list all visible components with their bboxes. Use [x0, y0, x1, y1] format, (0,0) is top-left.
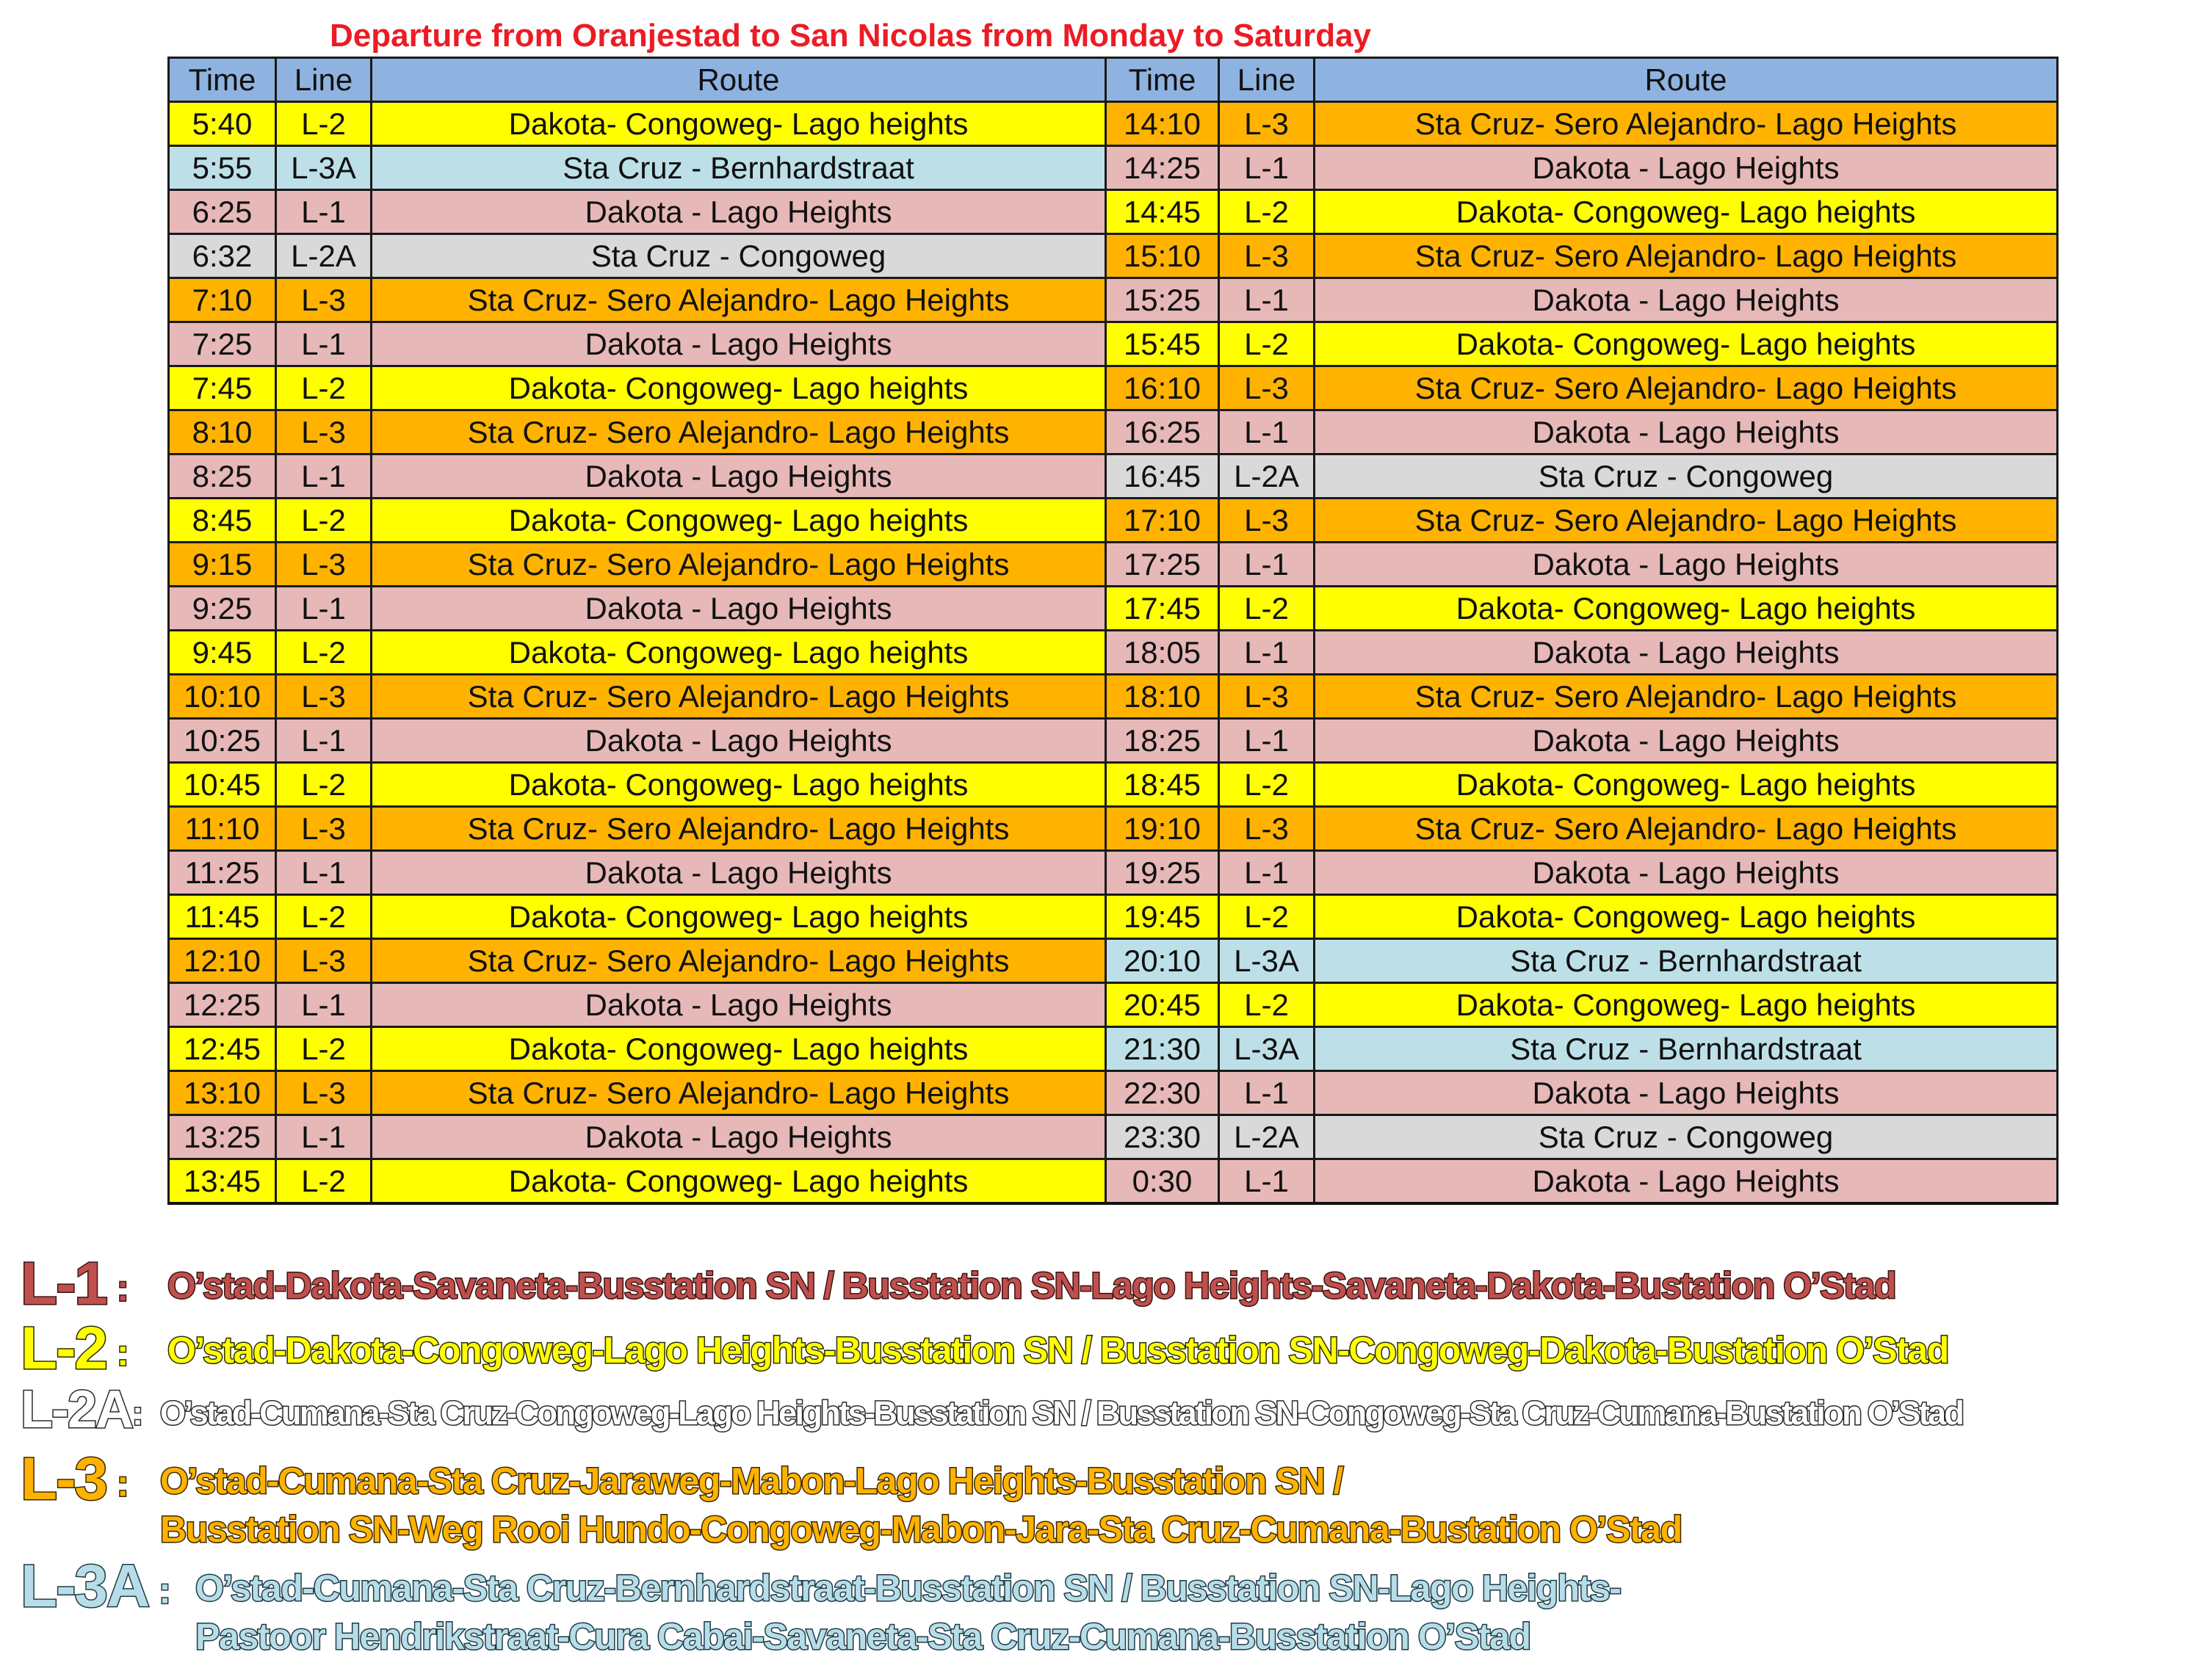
- right-route-cell: Sta Cruz- Sero Alejandro- Lago Heights: [1315, 366, 2058, 410]
- table-row: [169, 895, 2058, 939]
- right-time-cell: 15:45: [1106, 322, 1219, 366]
- right-time-cell: 16:10: [1106, 366, 1219, 410]
- left-time-cell: 10:45: [169, 763, 276, 807]
- table-row: [169, 939, 2058, 983]
- right-line-cell: L-2: [1219, 895, 1315, 939]
- left-route-cell: Dakota - Lago Heights: [372, 587, 1106, 631]
- table-row: [169, 190, 2058, 234]
- right-route-cell: Dakota - Lago Heights: [1315, 410, 2058, 454]
- right-time-cell: 19:25: [1106, 851, 1219, 895]
- right-time-cell: 19:10: [1106, 807, 1219, 851]
- right-time-cell: 23:30: [1106, 1115, 1219, 1159]
- left-line-cell: L-3: [276, 939, 372, 983]
- left-time-cell: 7:25: [169, 322, 276, 366]
- legend-route-text: O’stad-Cumana-Sta Cruz-Congoweg-Lago Heights-Busstation SN / Busstation SN-Congoweg-Sta Cruz-Cumana-Bustation O’Stad: [160, 1394, 1963, 1432]
- header-route-right: Route: [1315, 58, 2058, 102]
- right-route-cell: Dakota - Lago Heights: [1315, 278, 2058, 322]
- table-row: [169, 587, 2058, 631]
- table-row: [169, 983, 2058, 1027]
- left-line-cell: L-3: [276, 278, 372, 322]
- left-route-cell: Dakota- Congoweg- Lago heights: [372, 366, 1106, 410]
- right-line-cell: L-1: [1219, 1159, 1315, 1204]
- right-line-cell: L-2: [1219, 587, 1315, 631]
- table-row: [169, 543, 2058, 587]
- left-route-cell: Dakota- Congoweg- Lago heights: [372, 102, 1106, 146]
- table-row: [169, 322, 2058, 366]
- left-time-cell: 7:10: [169, 278, 276, 322]
- right-route-cell: Dakota - Lago Heights: [1315, 851, 2058, 895]
- right-line-cell: L-2A: [1219, 1115, 1315, 1159]
- legend-route-text: O’stad-Cumana-Sta Cruz-Jaraweg-Mabon-Lago Heights-Busstation SN /: [160, 1460, 1343, 1501]
- right-route-cell: Sta Cruz- Sero Alejandro- Lago Heights: [1315, 675, 2058, 719]
- legend-route-text: O’stad-Cumana-Sta Cruz-Bernhardstraat-Busstation SN / Busstation SN-Lago Heights-: [195, 1568, 1621, 1609]
- left-route-cell: Dakota- Congoweg- Lago heights: [372, 895, 1106, 939]
- left-time-cell: 8:25: [169, 454, 276, 499]
- right-time-cell: 22:30: [1106, 1071, 1219, 1115]
- right-line-cell: L-2: [1219, 983, 1315, 1027]
- left-time-cell: 9:45: [169, 631, 276, 675]
- left-line-cell: L-1: [276, 322, 372, 366]
- left-time-cell: 8:10: [169, 410, 276, 454]
- left-time-cell: 13:10: [169, 1071, 276, 1115]
- right-time-cell: 17:25: [1106, 543, 1219, 587]
- legend-code-l-2a: [21, 1380, 143, 1439]
- left-time-cell: 5:40: [169, 102, 276, 146]
- page-title: Departure from Oranjestad to San Nicolas from Monday to Saturday: [329, 18, 1372, 54]
- table-row: [169, 807, 2058, 851]
- left-line-cell: L-2A: [276, 234, 372, 278]
- schedule-body: [169, 102, 2058, 1204]
- right-time-cell: 18:05: [1106, 631, 1219, 675]
- right-time-cell: 14:25: [1106, 146, 1219, 190]
- right-time-cell: 18:10: [1106, 675, 1219, 719]
- left-route-cell: Dakota - Lago Heights: [372, 190, 1106, 234]
- right-time-cell: 19:45: [1106, 895, 1219, 939]
- left-time-cell: 12:10: [169, 939, 276, 983]
- left-line-cell: L-2: [276, 366, 372, 410]
- left-route-cell: Dakota- Congoweg- Lago heights: [372, 1159, 1106, 1204]
- left-line-cell: L-1: [276, 851, 372, 895]
- right-time-cell: 20:45: [1106, 983, 1219, 1027]
- left-line-cell: L-1: [276, 454, 372, 499]
- legend-code-label: L-3: [21, 1446, 106, 1512]
- left-route-cell: Dakota - Lago Heights: [372, 719, 1106, 763]
- left-line-cell: L-1: [276, 190, 372, 234]
- legend-code-l-3: [21, 1446, 129, 1512]
- right-time-cell: 0:30: [1106, 1159, 1219, 1204]
- legend-separator: :: [148, 1570, 171, 1612]
- right-line-cell: L-1: [1219, 719, 1315, 763]
- right-line-cell: L-1: [1219, 631, 1315, 675]
- left-line-cell: L-2: [276, 763, 372, 807]
- table-row: [169, 1027, 2058, 1071]
- left-route-cell: Sta Cruz- Sero Alejandro- Lago Heights: [372, 675, 1106, 719]
- left-line-cell: L-3: [276, 410, 372, 454]
- right-line-cell: L-2: [1219, 763, 1315, 807]
- right-line-cell: L-1: [1219, 410, 1315, 454]
- left-route-cell: Dakota- Congoweg- Lago heights: [372, 1027, 1106, 1071]
- left-line-cell: L-2: [276, 499, 372, 543]
- left-time-cell: 11:10: [169, 807, 276, 851]
- table-row: [169, 278, 2058, 322]
- left-line-cell: L-3A: [276, 146, 372, 190]
- table-row: [169, 366, 2058, 410]
- left-route-cell: Dakota - Lago Heights: [372, 454, 1106, 499]
- left-line-cell: L-1: [276, 983, 372, 1027]
- left-route-cell: Dakota - Lago Heights: [372, 1115, 1106, 1159]
- right-route-cell: Dakota - Lago Heights: [1315, 1159, 2058, 1204]
- table-row: [169, 499, 2058, 543]
- left-time-cell: 12:45: [169, 1027, 276, 1071]
- table-row: [169, 1071, 2058, 1115]
- left-line-cell: L-2: [276, 1159, 372, 1204]
- right-line-cell: L-3: [1219, 499, 1315, 543]
- left-time-cell: 10:10: [169, 675, 276, 719]
- header-line-left: Line: [276, 58, 372, 102]
- legend-separator: :: [132, 1394, 143, 1432]
- schedule-table: [167, 57, 2059, 1205]
- legend-code-l-3a: [21, 1553, 171, 1620]
- right-line-cell: L-2: [1219, 322, 1315, 366]
- right-route-cell: Sta Cruz - Bernhardstraat: [1315, 1027, 2058, 1071]
- left-line-cell: L-1: [276, 587, 372, 631]
- left-line-cell: L-2: [276, 102, 372, 146]
- left-line-cell: L-3: [276, 1071, 372, 1115]
- left-time-cell: 13:45: [169, 1159, 276, 1204]
- left-time-cell: 11:25: [169, 851, 276, 895]
- left-route-cell: Dakota - Lago Heights: [372, 851, 1106, 895]
- legend-route-text: Pastoor Hendrikstraat-Cura Cabai-Savaneta-Sta Cruz-Cumana-Busstation O’Stad: [195, 1616, 1530, 1657]
- left-time-cell: 5:55: [169, 146, 276, 190]
- legend-code-label: L-3A: [21, 1553, 149, 1620]
- right-time-cell: 15:10: [1106, 234, 1219, 278]
- right-time-cell: 18:45: [1106, 763, 1219, 807]
- left-route-cell: Sta Cruz- Sero Alejandro- Lago Heights: [372, 543, 1106, 587]
- right-line-cell: L-3: [1219, 675, 1315, 719]
- table-row: [169, 146, 2058, 190]
- left-route-cell: Sta Cruz- Sero Alejandro- Lago Heights: [372, 939, 1106, 983]
- left-time-cell: 10:25: [169, 719, 276, 763]
- right-time-cell: 14:45: [1106, 190, 1219, 234]
- right-route-cell: Sta Cruz- Sero Alejandro- Lago Heights: [1315, 102, 2058, 146]
- legend-code-label: L-1: [21, 1250, 106, 1317]
- left-time-cell: 13:25: [169, 1115, 276, 1159]
- left-time-cell: 7:45: [169, 366, 276, 410]
- left-route-cell: Sta Cruz - Congoweg: [372, 234, 1106, 278]
- left-line-cell: L-1: [276, 719, 372, 763]
- left-route-cell: Sta Cruz- Sero Alejandro- Lago Heights: [372, 807, 1106, 851]
- right-line-cell: L-1: [1219, 1071, 1315, 1115]
- table-row: [169, 234, 2058, 278]
- left-time-cell: 6:25: [169, 190, 276, 234]
- right-route-cell: Dakota - Lago Heights: [1315, 631, 2058, 675]
- table-row: [169, 454, 2058, 499]
- header-row: [169, 58, 2058, 102]
- left-line-cell: L-3: [276, 675, 372, 719]
- right-line-cell: L-1: [1219, 543, 1315, 587]
- left-line-cell: L-2: [276, 1027, 372, 1071]
- legend-separator: :: [106, 1463, 129, 1504]
- right-time-cell: 15:25: [1106, 278, 1219, 322]
- left-line-cell: L-2: [276, 631, 372, 675]
- header-route-left: Route: [372, 58, 1106, 102]
- table-row: [169, 675, 2058, 719]
- right-route-cell: Dakota - Lago Heights: [1315, 719, 2058, 763]
- left-time-cell: 9:15: [169, 543, 276, 587]
- right-route-cell: Sta Cruz- Sero Alejandro- Lago Heights: [1315, 807, 2058, 851]
- right-time-cell: 17:10: [1106, 499, 1219, 543]
- table-row: [169, 410, 2058, 454]
- right-route-cell: Dakota- Congoweg- Lago heights: [1315, 322, 2058, 366]
- right-line-cell: L-3: [1219, 102, 1315, 146]
- table-row: [169, 719, 2058, 763]
- left-line-cell: L-3: [276, 543, 372, 587]
- right-route-cell: Sta Cruz - Bernhardstraat: [1315, 939, 2058, 983]
- right-time-cell: 21:30: [1106, 1027, 1219, 1071]
- right-line-cell: L-2A: [1219, 454, 1315, 499]
- legend-separator: :: [106, 1332, 129, 1374]
- right-route-cell: Sta Cruz- Sero Alejandro- Lago Heights: [1315, 234, 2058, 278]
- table-row: [169, 851, 2058, 895]
- right-route-cell: Dakota- Congoweg- Lago heights: [1315, 587, 2058, 631]
- header-time-right: Time: [1106, 58, 1219, 102]
- table-row: [169, 1115, 2058, 1159]
- right-route-cell: Sta Cruz- Sero Alejandro- Lago Heights: [1315, 499, 2058, 543]
- left-route-cell: Sta Cruz- Sero Alejandro- Lago Heights: [372, 278, 1106, 322]
- table-row: [169, 763, 2058, 807]
- legend-route-text: O’stad-Dakota-Savaneta-Busstation SN / Busstation SN-Lago Heights-Savaneta-Dakota-Bustation O’Stad: [167, 1265, 1896, 1306]
- left-time-cell: 8:45: [169, 499, 276, 543]
- right-time-cell: 18:25: [1106, 719, 1219, 763]
- left-line-cell: L-1: [276, 1115, 372, 1159]
- legend-route-text: Busstation SN-Weg Rooi Hundo-Congoweg-Mabon-Jara-Sta Cruz-Cumana-Bustation O’Stad: [160, 1509, 1682, 1550]
- legend-separator: :: [106, 1267, 129, 1309]
- right-line-cell: L-1: [1219, 851, 1315, 895]
- right-route-cell: Dakota - Lago Heights: [1315, 1071, 2058, 1115]
- left-route-cell: Dakota- Congoweg- Lago heights: [372, 631, 1106, 675]
- table-row: [169, 102, 2058, 146]
- right-time-cell: 17:45: [1106, 587, 1219, 631]
- right-route-cell: Dakota - Lago Heights: [1315, 543, 2058, 587]
- right-time-cell: 16:45: [1106, 454, 1219, 499]
- header-line-right: Line: [1219, 58, 1315, 102]
- right-route-cell: Dakota - Lago Heights: [1315, 146, 2058, 190]
- right-time-cell: 14:10: [1106, 102, 1219, 146]
- right-route-cell: Sta Cruz - Congoweg: [1315, 1115, 2058, 1159]
- right-route-cell: Dakota- Congoweg- Lago heights: [1315, 895, 2058, 939]
- right-route-cell: Sta Cruz - Congoweg: [1315, 454, 2058, 499]
- left-time-cell: 6:32: [169, 234, 276, 278]
- right-line-cell: L-2: [1219, 190, 1315, 234]
- left-route-cell: Sta Cruz- Sero Alejandro- Lago Heights: [372, 410, 1106, 454]
- left-line-cell: L-2: [276, 895, 372, 939]
- right-line-cell: L-1: [1219, 146, 1315, 190]
- table-row: [169, 631, 2058, 675]
- left-route-cell: Dakota- Congoweg- Lago heights: [372, 499, 1106, 543]
- legend-code-l-1: [21, 1250, 129, 1317]
- left-line-cell: L-3: [276, 807, 372, 851]
- right-line-cell: L-3A: [1219, 939, 1315, 983]
- left-time-cell: 12:25: [169, 983, 276, 1027]
- left-route-cell: Sta Cruz- Sero Alejandro- Lago Heights: [372, 1071, 1106, 1115]
- left-route-cell: Sta Cruz - Bernhardstraat: [372, 146, 1106, 190]
- right-line-cell: L-3: [1219, 807, 1315, 851]
- left-route-cell: Dakota- Congoweg- Lago heights: [372, 763, 1106, 807]
- right-route-cell: Dakota- Congoweg- Lago heights: [1315, 983, 2058, 1027]
- legend-code-l-2: [21, 1315, 129, 1382]
- legend-route-text: O’stad-Dakota-Congoweg-Lago Heights-Busstation SN / Busstation SN-Congoweg-Dakota-Bustation O’Stad: [167, 1330, 1948, 1371]
- right-line-cell: L-1: [1219, 278, 1315, 322]
- left-route-cell: Dakota - Lago Heights: [372, 322, 1106, 366]
- right-line-cell: L-3: [1219, 234, 1315, 278]
- header-time-left: Time: [169, 58, 276, 102]
- table-row: [169, 1159, 2058, 1204]
- right-line-cell: L-3: [1219, 366, 1315, 410]
- left-time-cell: 11:45: [169, 895, 276, 939]
- left-route-cell: Dakota - Lago Heights: [372, 983, 1106, 1027]
- left-time-cell: 9:25: [169, 587, 276, 631]
- legend-code-label: L-2A: [21, 1380, 132, 1439]
- legend-code-label: L-2: [21, 1315, 106, 1382]
- right-line-cell: L-3A: [1219, 1027, 1315, 1071]
- right-time-cell: 16:25: [1106, 410, 1219, 454]
- right-route-cell: Dakota- Congoweg- Lago heights: [1315, 190, 2058, 234]
- right-route-cell: Dakota- Congoweg- Lago heights: [1315, 763, 2058, 807]
- right-time-cell: 20:10: [1106, 939, 1219, 983]
